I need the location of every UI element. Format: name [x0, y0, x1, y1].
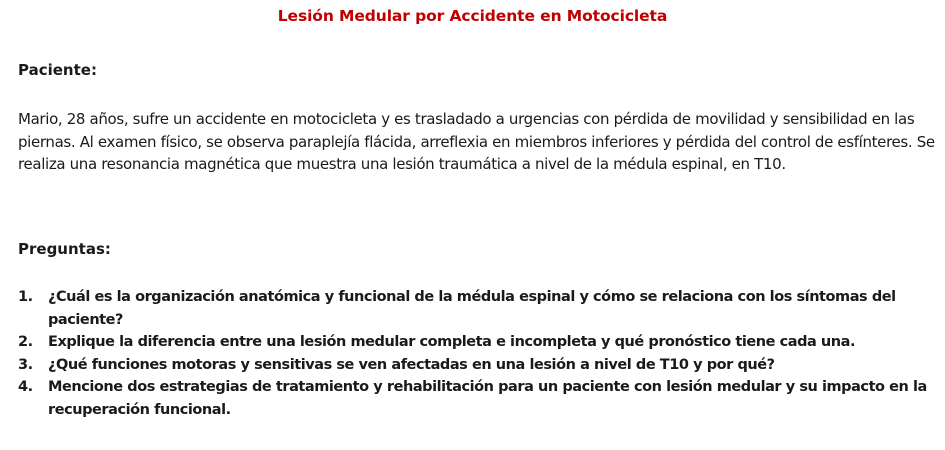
- question-item: [18, 331, 943, 354]
- question-number: 1.: [18, 289, 33, 305]
- question-text: Mencione dos estrategias de tratamiento y rehabilitación para un paciente con lesión medular y su impacto en la recuperación funcional.: [48, 379, 927, 418]
- question-number: 2.: [18, 334, 33, 350]
- questions-heading: Preguntas:: [18, 240, 111, 258]
- question-number: 4.: [18, 379, 33, 395]
- question-item: [18, 354, 943, 377]
- case-description: Mario, 28 años, sufre un accidente en motocicleta y es trasladado a urgencias con pérdida de movilidad y sensibilidad en las piernas. Al examen físico, se observa paraplejía flácida, arreflexia en miembros inferiores y pérdida del control de esfínteres. Se realiza una resonancia magnética que muestra una lesión traumática a nivel de la médula espinal, en T10.: [18, 110, 935, 173]
- document-title: Lesión Medular por Accidente en Motocicleta: [277, 7, 668, 25]
- patient-heading: Paciente:: [18, 61, 97, 79]
- questions-list: [18, 286, 943, 421]
- question-text: Explique la diferencia entre una lesión medular completa e incompleta y qué pronóstico tiene cada una.: [48, 334, 856, 350]
- question-item: [18, 286, 943, 331]
- question-text: ¿Qué funciones motoras y sensitivas se ven afectadas en una lesión a nivel de T10 y por qué?: [48, 356, 775, 373]
- question-number: 3.: [18, 356, 33, 373]
- question-item: [18, 376, 943, 421]
- question-text: ¿Cuál es la organización anatómica y funcional de la médula espinal y cómo se relaciona con los síntomas del paciente?: [48, 289, 896, 328]
